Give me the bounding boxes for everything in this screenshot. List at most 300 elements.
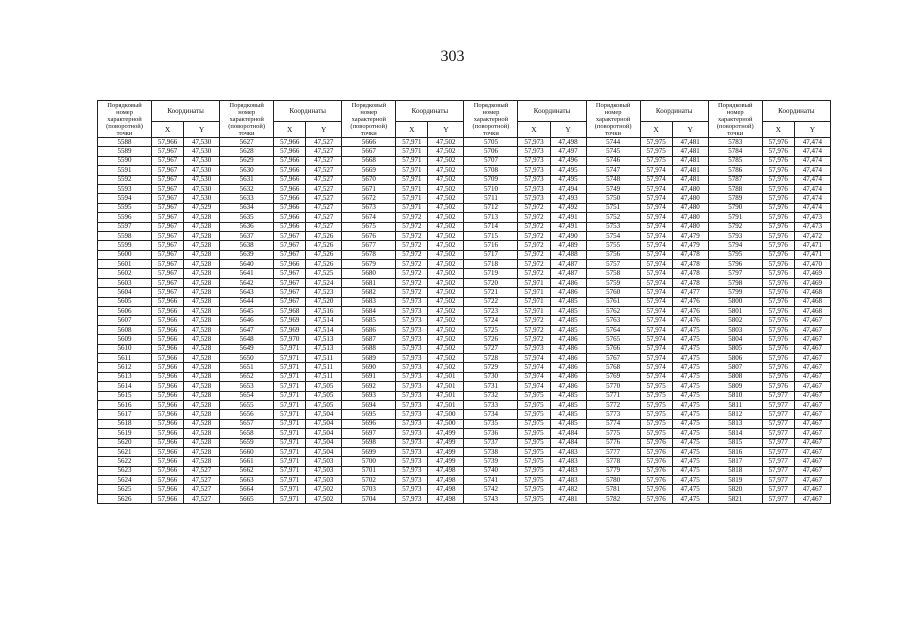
table-row xyxy=(98,419,831,428)
x-coordinate-cell: 57,973 xyxy=(518,175,550,184)
y-coordinate-cell: 47,475 xyxy=(672,363,708,372)
x-coordinate-cell: 57,973 xyxy=(396,410,428,419)
point-number-cell: 5694 xyxy=(342,400,396,409)
point-number-cell: 5614 xyxy=(98,382,152,391)
y-coordinate-cell: 47,493 xyxy=(550,194,586,203)
y-coordinate-cell: 47,481 xyxy=(550,494,586,503)
x-coordinate-cell: 57,976 xyxy=(762,222,794,231)
x-coordinate-cell: 57,977 xyxy=(762,476,794,485)
x-coordinate-cell: 57,971 xyxy=(274,494,306,503)
point-number-cell: 5803 xyxy=(708,325,762,334)
x-coordinate-cell: 57,974 xyxy=(518,363,550,372)
y-coordinate-cell: 47,523 xyxy=(306,288,342,297)
point-number-cell: 5784 xyxy=(708,147,762,156)
y-coordinate-cell: 47,485 xyxy=(550,419,586,428)
x-coordinate-cell: 57,976 xyxy=(640,457,672,466)
y-coordinate-cell: 47,489 xyxy=(550,241,586,250)
point-number-cell: 5705 xyxy=(464,138,518,147)
table-row xyxy=(98,184,831,193)
x-coordinate-cell: 57,971 xyxy=(396,166,428,175)
point-number-cell: 5808 xyxy=(708,372,762,381)
x-coordinate-cell: 57,971 xyxy=(274,382,306,391)
point-number-cell: 5704 xyxy=(342,494,396,503)
x-coordinate-cell: 57,976 xyxy=(762,278,794,287)
point-number-cell: 5769 xyxy=(586,372,640,381)
point-number-cell: 5820 xyxy=(708,485,762,494)
y-coordinate-cell: 47,529 xyxy=(184,203,220,212)
x-coordinate-cell: 57,967 xyxy=(274,269,306,278)
point-number-cell: 5703 xyxy=(342,485,396,494)
y-coordinate-cell: 47,524 xyxy=(306,278,342,287)
y-coordinate-cell: 47,468 xyxy=(794,297,830,306)
point-number-cell: 5802 xyxy=(708,316,762,325)
y-coordinate-cell: 47,499 xyxy=(428,457,464,466)
x-coordinate-cell: 57,972 xyxy=(518,260,550,269)
x-coordinate-cell: 57,975 xyxy=(640,156,672,165)
y-coordinate-cell: 47,502 xyxy=(428,231,464,240)
point-number-cell: 5728 xyxy=(464,353,518,362)
x-coordinate-cell: 57,967 xyxy=(152,278,184,287)
point-number-cell: 5668 xyxy=(342,156,396,165)
x-coordinate-cell: 57,966 xyxy=(152,138,184,147)
point-number-header-line: точки xyxy=(238,129,255,137)
point-number-cell: 5637 xyxy=(220,231,274,240)
point-number-header-line: номер xyxy=(238,108,256,116)
y-coordinate-cell: 47,502 xyxy=(428,147,464,156)
point-number-cell: 5711 xyxy=(464,194,518,203)
y-coordinate-cell: 47,473 xyxy=(794,213,830,222)
x-coordinate-cell: 57,974 xyxy=(640,260,672,269)
point-number-cell: 5640 xyxy=(220,260,274,269)
x-coordinate-cell: 57,973 xyxy=(396,382,428,391)
y-coordinate-cell: 47,500 xyxy=(428,410,464,419)
x-coordinate-cell: 57,972 xyxy=(518,203,550,212)
y-coordinate-cell: 47,528 xyxy=(184,447,220,456)
x-coordinate-cell: 57,973 xyxy=(396,344,428,353)
y-coordinate-cell: 47,481 xyxy=(672,138,708,147)
x-coordinate-cell: 57,966 xyxy=(274,147,306,156)
point-number-cell: 5666 xyxy=(342,138,396,147)
point-number-header xyxy=(220,101,274,138)
point-number-cell: 5786 xyxy=(708,166,762,175)
point-number-header xyxy=(98,101,152,138)
point-number-cell: 5648 xyxy=(220,335,274,344)
point-number-header-line: характерной xyxy=(351,115,387,123)
point-number-cell: 5807 xyxy=(708,363,762,372)
x-coordinate-cell: 57,972 xyxy=(518,241,550,250)
y-coordinate-cell: 47,468 xyxy=(794,307,830,316)
x-coordinate-cell: 57,975 xyxy=(518,466,550,475)
point-number-cell: 5680 xyxy=(342,269,396,278)
x-coordinate-cell: 57,971 xyxy=(274,419,306,428)
x-coordinate-cell: 57,973 xyxy=(518,147,550,156)
point-number-cell: 5760 xyxy=(586,288,640,297)
y-coordinate-cell: 47,527 xyxy=(306,156,342,165)
point-number-cell: 5710 xyxy=(464,184,518,193)
x-coordinate-cell: 57,976 xyxy=(640,438,672,447)
point-number-cell: 5688 xyxy=(342,344,396,353)
y-coordinate-cell: 47,499 xyxy=(428,429,464,438)
x-coordinate-cell: 57,973 xyxy=(396,353,428,362)
table-row xyxy=(98,438,831,447)
y-coordinate-cell: 47,502 xyxy=(428,241,464,250)
point-number-cell: 5800 xyxy=(708,297,762,306)
x-coordinate-cell: 57,973 xyxy=(396,391,428,400)
table-row xyxy=(98,241,831,250)
x-coordinate-cell: 57,973 xyxy=(396,297,428,306)
x-coordinate-cell: 57,967 xyxy=(152,260,184,269)
y-coordinate-cell: 47,526 xyxy=(306,231,342,240)
y-coordinate-cell: 47,477 xyxy=(672,288,708,297)
x-coordinate-cell: 57,976 xyxy=(762,203,794,212)
x-coordinate-cell: 57,967 xyxy=(152,288,184,297)
point-number-cell: 5588 xyxy=(98,138,152,147)
point-number-cell: 5676 xyxy=(342,231,396,240)
y-coordinate-cell: 47,471 xyxy=(794,241,830,250)
y-coordinate-cell: 47,475 xyxy=(672,372,708,381)
point-number-cell: 5659 xyxy=(220,438,274,447)
x-coordinate-cell: 57,967 xyxy=(152,250,184,259)
x-header: X xyxy=(396,122,428,138)
point-number-header-line: номер xyxy=(360,108,378,116)
x-coordinate-cell: 57,966 xyxy=(152,494,184,503)
x-coordinate-cell: 57,975 xyxy=(518,494,550,503)
x-coordinate-cell: 57,976 xyxy=(762,138,794,147)
point-number-cell: 5625 xyxy=(98,485,152,494)
table-row xyxy=(98,391,831,400)
point-number-cell: 5639 xyxy=(220,250,274,259)
x-coordinate-cell: 57,974 xyxy=(640,241,672,250)
point-number-cell: 5718 xyxy=(464,260,518,269)
y-coordinate-cell: 47,499 xyxy=(428,447,464,456)
y-coordinate-cell: 47,527 xyxy=(306,203,342,212)
x-coordinate-cell: 57,972 xyxy=(518,222,550,231)
x-coordinate-cell: 57,972 xyxy=(518,335,550,344)
point-number-header-line: Порядковый xyxy=(473,101,509,109)
y-coordinate-cell: 47,502 xyxy=(428,316,464,325)
table-row xyxy=(98,372,831,381)
y-coordinate-cell: 47,467 xyxy=(794,363,830,372)
y-coordinate-cell: 47,528 xyxy=(184,438,220,447)
table-row xyxy=(98,231,831,240)
point-number-cell: 5633 xyxy=(220,194,274,203)
point-number-cell: 5790 xyxy=(708,203,762,212)
point-number-cell: 5743 xyxy=(464,494,518,503)
point-number-cell: 5699 xyxy=(342,447,396,456)
point-number-header-line: Порядковый xyxy=(717,101,753,109)
point-number-header xyxy=(586,101,640,138)
y-coordinate-cell: 47,479 xyxy=(672,231,708,240)
x-coordinate-cell: 57,976 xyxy=(762,260,794,269)
table-row xyxy=(98,269,831,278)
y-header: Y xyxy=(184,122,220,138)
point-number-cell: 5630 xyxy=(220,166,274,175)
x-coordinate-cell: 57,974 xyxy=(518,372,550,381)
point-number-cell: 5811 xyxy=(708,400,762,409)
point-number-cell: 5663 xyxy=(220,476,274,485)
point-number-header-line: Порядковый xyxy=(595,101,631,109)
y-coordinate-cell: 47,528 xyxy=(184,222,220,231)
point-number-cell: 5681 xyxy=(342,278,396,287)
x-coordinate-cell: 57,976 xyxy=(762,250,794,259)
point-number-cell: 5627 xyxy=(220,138,274,147)
point-number-cell: 5658 xyxy=(220,429,274,438)
x-coordinate-cell: 57,973 xyxy=(518,344,550,353)
y-coordinate-cell: 47,475 xyxy=(672,438,708,447)
x-coordinate-cell: 57,973 xyxy=(396,447,428,456)
point-number-cell: 5737 xyxy=(464,438,518,447)
point-number-cell: 5670 xyxy=(342,175,396,184)
y-coordinate-cell: 47,528 xyxy=(184,278,220,287)
table-row xyxy=(98,344,831,353)
x-coordinate-cell: 57,975 xyxy=(518,410,550,419)
y-coordinate-cell: 47,528 xyxy=(184,382,220,391)
x-coordinate-cell: 57,971 xyxy=(274,372,306,381)
table-row xyxy=(98,382,831,391)
y-coordinate-cell: 47,475 xyxy=(672,344,708,353)
point-number-cell: 5682 xyxy=(342,288,396,297)
x-coordinate-cell: 57,973 xyxy=(518,156,550,165)
point-number-header-line: номер xyxy=(482,108,500,116)
x-coordinate-cell: 57,976 xyxy=(762,316,794,325)
y-coordinate-cell: 47,485 xyxy=(550,410,586,419)
point-number-cell: 5746 xyxy=(586,156,640,165)
point-number-cell: 5651 xyxy=(220,363,274,372)
y-coordinate-cell: 47,467 xyxy=(794,400,830,409)
y-coordinate-cell: 47,483 xyxy=(550,457,586,466)
y-coordinate-cell: 47,498 xyxy=(550,138,586,147)
y-header: Y xyxy=(428,122,464,138)
y-coordinate-cell: 47,513 xyxy=(306,335,342,344)
point-number-cell: 5812 xyxy=(708,410,762,419)
point-number-cell: 5613 xyxy=(98,372,152,381)
x-coordinate-cell: 57,966 xyxy=(152,419,184,428)
x-coordinate-cell: 57,974 xyxy=(640,278,672,287)
x-coordinate-cell: 57,974 xyxy=(640,353,672,362)
y-coordinate-cell: 47,498 xyxy=(428,466,464,475)
x-coordinate-cell: 57,976 xyxy=(762,382,794,391)
point-number-cell: 5782 xyxy=(586,494,640,503)
y-coordinate-cell: 47,528 xyxy=(184,325,220,334)
point-number-cell: 5702 xyxy=(342,476,396,485)
point-number-cell: 5675 xyxy=(342,222,396,231)
point-number-cell: 5757 xyxy=(586,260,640,269)
y-coordinate-cell: 47,528 xyxy=(184,231,220,240)
x-coordinate-cell: 57,971 xyxy=(274,457,306,466)
point-number-cell: 5611 xyxy=(98,353,152,362)
y-coordinate-cell: 47,478 xyxy=(672,250,708,259)
point-number-cell: 5664 xyxy=(220,485,274,494)
table-body xyxy=(98,138,831,504)
page-number: 303 xyxy=(440,48,465,65)
x-coordinate-cell: 57,966 xyxy=(152,344,184,353)
table-row xyxy=(98,466,831,475)
x-coordinate-cell: 57,974 xyxy=(640,166,672,175)
point-number-cell: 5806 xyxy=(708,353,762,362)
point-number-cell: 5604 xyxy=(98,288,152,297)
y-coordinate-cell: 47,502 xyxy=(428,213,464,222)
point-number-cell: 5819 xyxy=(708,476,762,485)
y-coordinate-cell: 47,483 xyxy=(550,476,586,485)
y-coordinate-cell: 47,467 xyxy=(794,335,830,344)
y-coordinate-cell: 47,498 xyxy=(428,494,464,503)
point-number-header-line: точки xyxy=(483,129,499,137)
point-number-cell: 5646 xyxy=(220,316,274,325)
x-coordinate-cell: 57,976 xyxy=(640,485,672,494)
y-coordinate-cell: 47,495 xyxy=(550,166,586,175)
x-coordinate-cell: 57,971 xyxy=(518,307,550,316)
point-number-cell: 5742 xyxy=(464,485,518,494)
point-number-cell: 5809 xyxy=(708,382,762,391)
y-coordinate-cell: 47,528 xyxy=(184,316,220,325)
point-number-cell: 5783 xyxy=(708,138,762,147)
x-coordinate-cell: 57,967 xyxy=(274,297,306,306)
y-coordinate-cell: 47,467 xyxy=(794,325,830,334)
y-coordinate-cell: 47,528 xyxy=(184,353,220,362)
point-number-cell: 5793 xyxy=(708,231,762,240)
y-coordinate-cell: 47,475 xyxy=(672,494,708,503)
y-coordinate-cell: 47,501 xyxy=(428,400,464,409)
x-coordinate-cell: 57,966 xyxy=(274,194,306,203)
x-coordinate-cell: 57,966 xyxy=(152,429,184,438)
point-number-cell: 5739 xyxy=(464,457,518,466)
y-coordinate-cell: 47,505 xyxy=(306,382,342,391)
table-row xyxy=(98,156,831,165)
point-number-cell: 5656 xyxy=(220,410,274,419)
y-coordinate-cell: 47,498 xyxy=(428,485,464,494)
x-coordinate-cell: 57,973 xyxy=(396,485,428,494)
y-coordinate-cell: 47,467 xyxy=(794,372,830,381)
x-coordinate-cell: 57,975 xyxy=(518,391,550,400)
x-coordinate-cell: 57,972 xyxy=(396,250,428,259)
point-number-cell: 5766 xyxy=(586,344,640,353)
x-coordinate-cell: 57,967 xyxy=(152,184,184,193)
point-number-cell: 5701 xyxy=(342,466,396,475)
point-number-cell: 5791 xyxy=(708,213,762,222)
y-coordinate-cell: 47,528 xyxy=(184,391,220,400)
x-coordinate-cell: 57,972 xyxy=(518,325,550,334)
y-coordinate-cell: 47,496 xyxy=(550,156,586,165)
y-header: Y xyxy=(306,122,342,138)
x-coordinate-cell: 57,974 xyxy=(640,231,672,240)
point-number-cell: 5724 xyxy=(464,316,518,325)
y-coordinate-cell: 47,467 xyxy=(794,353,830,362)
x-coordinate-cell: 57,969 xyxy=(274,325,306,334)
y-coordinate-cell: 47,503 xyxy=(306,466,342,475)
point-number-cell: 5631 xyxy=(220,175,274,184)
x-coordinate-cell: 57,974 xyxy=(640,335,672,344)
point-number-cell: 5801 xyxy=(708,307,762,316)
y-coordinate-cell: 47,502 xyxy=(428,260,464,269)
x-coordinate-cell: 57,971 xyxy=(274,344,306,353)
x-coordinate-cell: 57,966 xyxy=(152,391,184,400)
point-number-cell: 5618 xyxy=(98,419,152,428)
x-coordinate-cell: 57,971 xyxy=(518,297,550,306)
x-coordinate-cell: 57,975 xyxy=(518,485,550,494)
x-coordinate-cell: 57,975 xyxy=(640,410,672,419)
y-coordinate-cell: 47,478 xyxy=(672,278,708,287)
point-number-cell: 5662 xyxy=(220,466,274,475)
point-number-cell: 5706 xyxy=(464,147,518,156)
point-number-cell: 5620 xyxy=(98,438,152,447)
y-coordinate-cell: 47,475 xyxy=(672,419,708,428)
table-header xyxy=(98,101,831,138)
point-number-cell: 5623 xyxy=(98,466,152,475)
point-number-cell: 5644 xyxy=(220,297,274,306)
point-number-cell: 5624 xyxy=(98,476,152,485)
table-row xyxy=(98,447,831,456)
y-coordinate-cell: 47,527 xyxy=(306,184,342,193)
y-coordinate-cell: 47,501 xyxy=(428,382,464,391)
point-number-cell: 5671 xyxy=(342,184,396,193)
x-coordinate-cell: 57,966 xyxy=(152,316,184,325)
y-coordinate-cell: 47,502 xyxy=(306,494,342,503)
table-row xyxy=(98,316,831,325)
x-coordinate-cell: 57,966 xyxy=(152,382,184,391)
point-number-header xyxy=(464,101,518,138)
y-coordinate-cell: 47,527 xyxy=(306,138,342,147)
x-coordinate-cell: 57,975 xyxy=(518,419,550,428)
point-number-cell: 5621 xyxy=(98,447,152,456)
point-number-cell: 5642 xyxy=(220,278,274,287)
point-number-cell: 5617 xyxy=(98,410,152,419)
y-coordinate-cell: 47,503 xyxy=(306,476,342,485)
y-coordinate-cell: 47,528 xyxy=(184,410,220,419)
x-coordinate-cell: 57,966 xyxy=(274,156,306,165)
y-coordinate-cell: 47,467 xyxy=(794,410,830,419)
coordinates-header: Координаты xyxy=(396,101,464,122)
y-coordinate-cell: 47,501 xyxy=(428,372,464,381)
y-coordinate-cell: 47,527 xyxy=(306,175,342,184)
x-coordinate-cell: 57,975 xyxy=(640,391,672,400)
table-row xyxy=(98,278,831,287)
y-coordinate-cell: 47,467 xyxy=(794,391,830,400)
x-header: X xyxy=(274,122,306,138)
point-number-cell: 5616 xyxy=(98,400,152,409)
point-number-cell: 5619 xyxy=(98,429,152,438)
x-coordinate-cell: 57,971 xyxy=(396,147,428,156)
y-coordinate-cell: 47,474 xyxy=(794,138,830,147)
point-number-header-line: характерной xyxy=(229,115,264,123)
x-coordinate-cell: 57,973 xyxy=(396,363,428,372)
point-number-cell: 5722 xyxy=(464,297,518,306)
x-coordinate-cell: 57,971 xyxy=(274,485,306,494)
y-coordinate-cell: 47,491 xyxy=(550,222,586,231)
point-number-cell: 5772 xyxy=(586,400,640,409)
x-coordinate-cell: 57,966 xyxy=(274,222,306,231)
x-coordinate-cell: 57,975 xyxy=(640,147,672,156)
y-coordinate-cell: 47,480 xyxy=(672,203,708,212)
y-coordinate-cell: 47,486 xyxy=(550,335,586,344)
y-coordinate-cell: 47,528 xyxy=(184,269,220,278)
table-row xyxy=(98,250,831,259)
x-coordinate-cell: 57,974 xyxy=(640,175,672,184)
point-number-cell: 5669 xyxy=(342,166,396,175)
point-number-cell: 5603 xyxy=(98,278,152,287)
y-coordinate-cell: 47,474 xyxy=(794,156,830,165)
x-coordinate-cell: 57,966 xyxy=(274,184,306,193)
point-number-cell: 5708 xyxy=(464,166,518,175)
x-coordinate-cell: 57,974 xyxy=(640,307,672,316)
y-coordinate-cell: 47,526 xyxy=(306,260,342,269)
point-number-cell: 5741 xyxy=(464,476,518,485)
point-number-cell: 5720 xyxy=(464,278,518,287)
point-number-header-line: характерной xyxy=(718,115,753,123)
x-coordinate-cell: 57,967 xyxy=(274,288,306,297)
point-number-cell: 5755 xyxy=(586,241,640,250)
x-coordinate-cell: 57,966 xyxy=(274,175,306,184)
y-coordinate-cell: 47,494 xyxy=(550,184,586,193)
